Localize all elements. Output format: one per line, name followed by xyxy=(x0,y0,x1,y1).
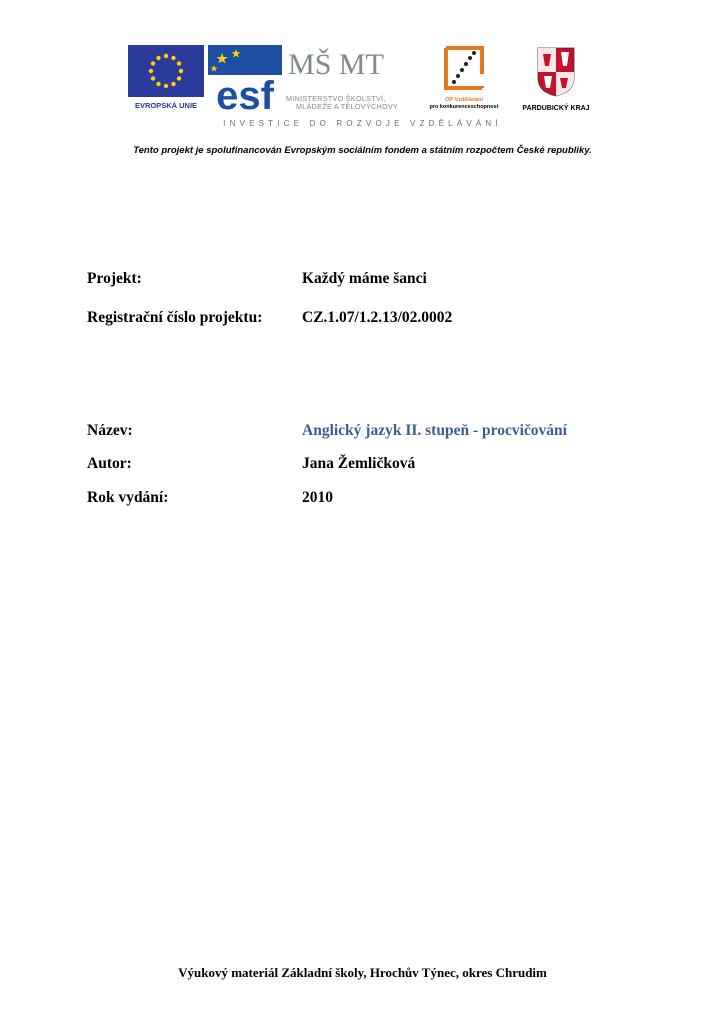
footer-note: Výukový materiál Základní školy, Hrochův Týnec, okres Chrudim xyxy=(178,965,547,980)
msmt-monogram: MŠ MT xyxy=(288,48,384,81)
year-label: Rok vydání: xyxy=(87,489,169,506)
funding-note: Tento projekt je spolufinancován Evropským sociálním fondem a státním rozpočtem České republiky. xyxy=(133,145,592,156)
coat-of-arms-icon xyxy=(510,44,602,98)
pardubice-caption: PARDUBICKÝ KRAJ xyxy=(522,105,590,112)
esf-logo-text: esf xyxy=(216,74,274,111)
tagline: INVESTICE DO ROZVOJE VZDĚLÁVÁNÍ xyxy=(223,119,502,128)
registration-label: Registrační číslo projektu: xyxy=(87,309,263,326)
year-value: 2010 xyxy=(302,489,333,506)
eu-caption: EVROPSKÁ UNIE xyxy=(134,101,198,110)
author-value: Jana Žemličková xyxy=(302,455,416,472)
op-line2: pro konkurenceschopnost xyxy=(429,104,499,110)
op-logo xyxy=(420,44,508,114)
esf-logo-icon xyxy=(208,45,282,111)
msmt-line1: MINISTERSTVO ŠKOLSTVÍ, xyxy=(286,94,386,103)
msmt-logo xyxy=(286,44,399,114)
registration-value: CZ.1.07/1.2.13/02.0002 xyxy=(302,309,453,326)
project-label: Projekt: xyxy=(87,270,142,287)
project-value: Každý máme šanci xyxy=(302,270,427,287)
msmt-line2: MLÁDEŽE A TĚLOVÝCHOVY xyxy=(296,102,399,111)
op-logo-icon xyxy=(420,44,508,92)
author-label: Autor: xyxy=(87,455,132,472)
title-value: Anglický jazyk II. stupeň - procvičování xyxy=(302,422,567,439)
op-line1: OP Vzdělávání xyxy=(445,97,483,103)
eu-flag-icon xyxy=(128,45,204,97)
pardubice-logo xyxy=(510,44,602,114)
title-label: Název: xyxy=(87,422,133,439)
eu-logo xyxy=(128,45,204,111)
msmt-logo-icon xyxy=(286,44,390,90)
